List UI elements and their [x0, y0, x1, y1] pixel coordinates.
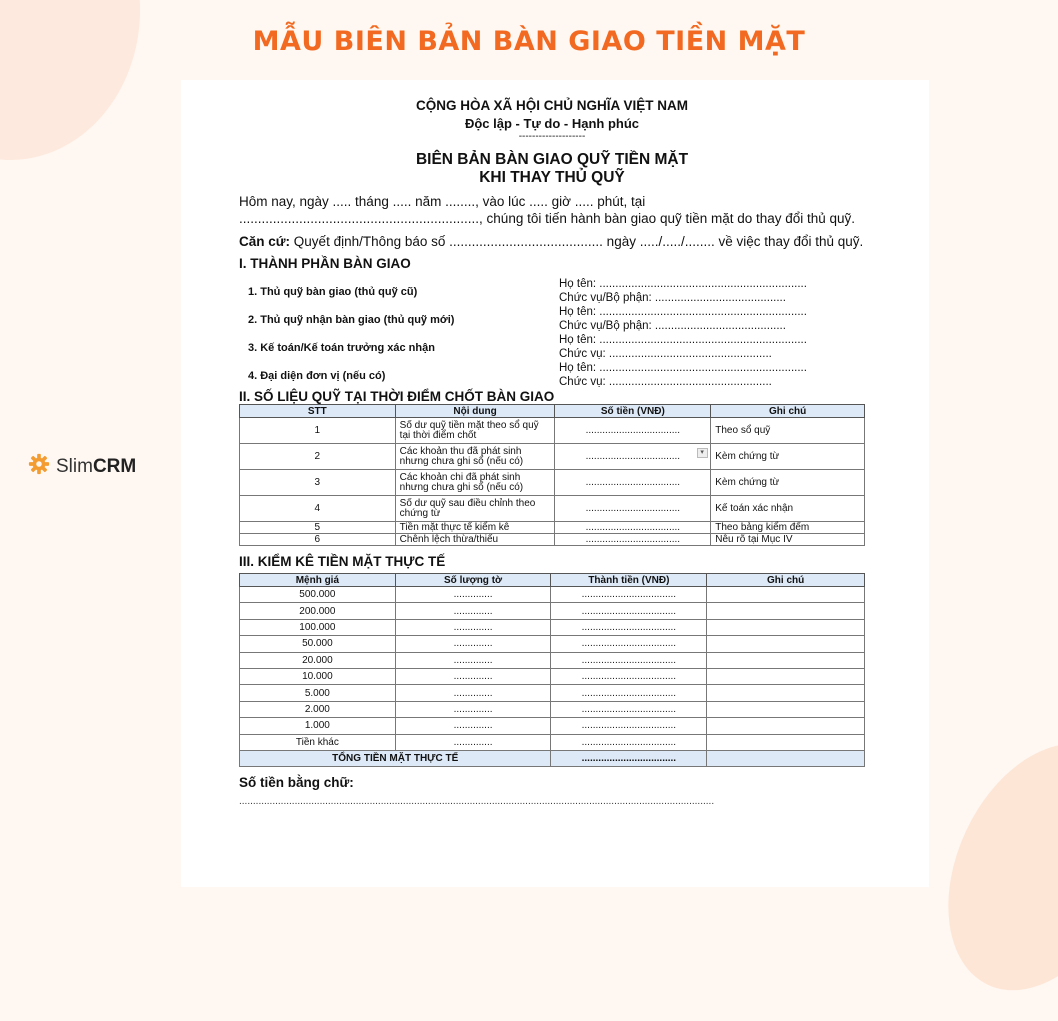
- party-row: 4. Đại diện đơn vị (nếu có) Họ tên: ................................................................. Chức vụ: ...................................................: [248, 362, 807, 388]
- table-row: Tiền khác .............. ..................................: [240, 734, 865, 750]
- section-2-heading: II. SỐ LIỆU QUỸ TẠI THỜI ĐIỂM CHỐT BÀN GIAO: [239, 389, 555, 404]
- party-row: 2. Thủ quỹ nhận bàn giao (thủ quỹ mới) Họ tên: ................................................................. Chức vụ/Bộ phận: .........................................: [248, 306, 807, 332]
- table-row: 4 Số dư quỹ sau điều chỉnh theo chứng từ .................................. Kế toán xác nhận: [240, 496, 865, 522]
- table-row: 6 Chênh lệch thừa/thiếu .................................. Nêu rõ tại Mục IV: [240, 534, 865, 546]
- background-blob-top-left: [0, 0, 140, 160]
- table-row: 5 Tiền mặt thực tế kiểm kê .................................. Theo bảng kiểm đếm: [240, 522, 865, 534]
- basis-paragraph: Căn cứ: Quyết định/Thông báo số ......................................... ngày ...../...../........ về việc thay đổi thủ quỹ.: [239, 234, 864, 249]
- national-motto: Độc lập - Tự do - Hạnh phúc: [464, 116, 640, 131]
- section-1-heading: I. THÀNH PHẦN BÀN GIAO: [239, 256, 411, 271]
- table-row: 20.000 .............. ..................................: [240, 652, 865, 668]
- dropdown-arrow-icon[interactable]: ▾: [697, 448, 708, 458]
- fund-balance-table: [239, 404, 865, 546]
- table-total-row: TỔNG TIỀN MẶT THỰC TẾ ..................................: [240, 750, 865, 766]
- national-title: CỘNG HÒA XÃ HỘI CHỦ NGHĨA VIỆT NAM: [415, 98, 688, 113]
- intro-paragraph: Hôm nay, ngày ..... tháng ..... năm ........, vào lúc ..... giờ ..... phút, tại ................................................................, chúng tôi tiến hành bàn giao quỹ tiền mặt do thay đổi thủ quỹ.: [239, 194, 856, 226]
- table-row: 2 Các khoản thu đã phát sinh nhưng chưa ghi sổ (nếu có) ▾ .................................. Kèm chứng từ: [240, 444, 865, 470]
- party-row: 3. Kế toán/Kế toán trưởng xác nhận Họ tên: ................................................................. Chức vụ: ...................................................: [248, 334, 807, 360]
- document-title: BIÊN BẢN BÀN GIAO QUỸ TIỀN MẶT KHI THAY THỦ QUỸ: [415, 151, 689, 186]
- amount-in-words-label: Số tiền bằng chữ:: [239, 775, 354, 791]
- table-row: 10.000 .............. ..................................: [240, 668, 865, 684]
- amount-in-words-line: ...........................................................................................................................................................................: [239, 796, 715, 808]
- table-row: 50.000 .............. ..................................: [240, 636, 865, 652]
- table-row: 200.000 .............. ..................................: [240, 603, 865, 619]
- brand-name: SlimCRM: [56, 456, 137, 477]
- table-row: 1.000 .............. ..................................: [240, 718, 865, 734]
- document-page: [181, 80, 929, 887]
- party-row: 1. Thủ quỹ bàn giao (thủ quỹ cũ) Họ tên: ................................................................. Chức vụ/Bộ phận: .........................................: [248, 278, 807, 304]
- motto-underline: --------------------: [518, 131, 586, 142]
- brand-logo: [28, 453, 136, 481]
- table-row: 5.000 .............. ..................................: [240, 685, 865, 701]
- cash-count-table: [239, 573, 865, 767]
- page-title: MẪU BIÊN BẢN BÀN GIAO TIỀN MẶT: [252, 26, 806, 57]
- document-body: [239, 98, 865, 807]
- table-header-row: Mệnh giá Số lượng tờ Thành tiền (VNĐ) Ghi chú: [240, 574, 865, 587]
- table-header-row: STT Nội dung Số tiền (VNĐ) Ghi chú: [240, 405, 865, 418]
- parties-list: [239, 277, 865, 388]
- table-row: 1 Số dư quỹ tiền mặt theo sổ quỹ tại thời điểm chốt .................................. Theo sổ quỹ: [240, 418, 865, 444]
- table-row: 100.000 .............. ..................................: [240, 619, 865, 635]
- gear-icon: [28, 453, 50, 481]
- table-row: 2.000 .............. ..................................: [240, 701, 865, 717]
- table-row: 500.000 .............. ..................................: [240, 587, 865, 603]
- background-blob-bottom-right: [911, 713, 1058, 1020]
- section-3-heading: III. KIỂM KÊ TIỀN MẶT THỰC TẾ: [239, 554, 446, 569]
- table-row: 3 Các khoản chi đã phát sinh nhưng chưa ghi sổ (nếu có) .................................. Kèm chứng từ: [240, 470, 865, 496]
